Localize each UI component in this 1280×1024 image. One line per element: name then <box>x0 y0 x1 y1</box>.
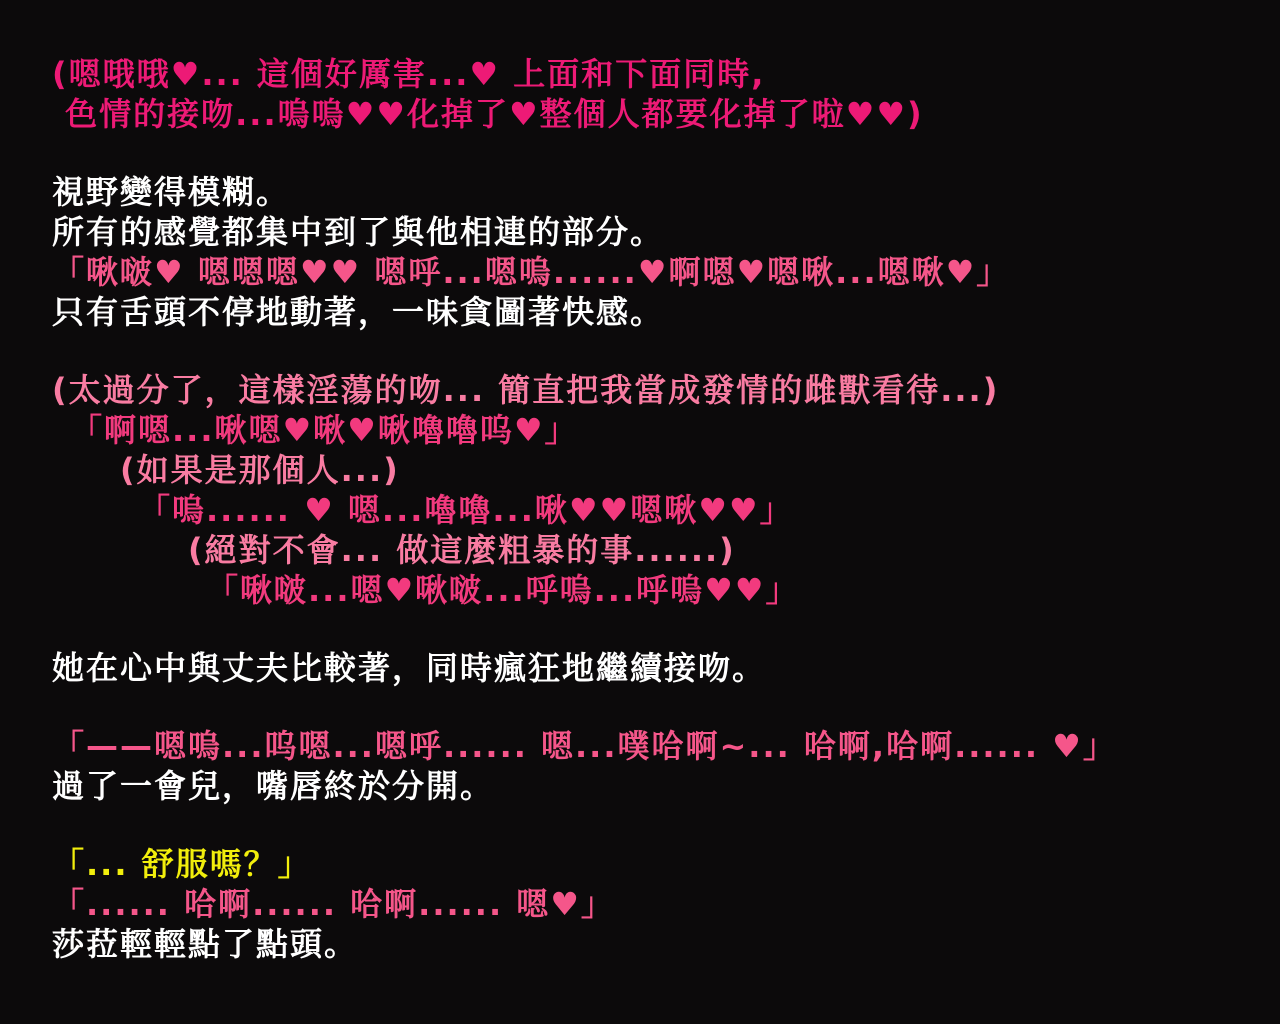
text-line: 「啾啵...嗯♥啾啵...呼嗚...呼嗚♥♥」 <box>52 571 800 609</box>
text-line: 只有舌頭不停地動著，一味貪圖著快感。 <box>52 293 665 331</box>
text-line: (如果是那個人...) <box>52 451 400 489</box>
text-line: (嗯哦哦♥... 這個好厲害...♥ 上面和下面同時, <box>52 55 766 93</box>
paragraph-dialogue-exchange <box>52 844 1260 964</box>
paragraph-thought-staircase <box>52 370 1260 610</box>
text-line: 過了一會兒，嘴唇終於分開。 <box>52 767 495 805</box>
text-line: 「啊嗯...啾嗯♥啾♥啾嚕嚕呜♥」 <box>52 411 579 449</box>
text-line: 色情的接吻...嗚嗚♥♥化掉了♥整個人都要化掉了啦♥♥) <box>52 95 924 133</box>
text-line: 視野變得模糊。 <box>52 173 291 211</box>
text-line: 「... 舒服嗎？」 <box>52 845 312 883</box>
paragraph-narration-comparison <box>52 648 1260 688</box>
paragraph-narration-kiss <box>52 172 1260 332</box>
text-line: 她在心中與丈夫比較著，同時瘋狂地繼續接吻。 <box>52 649 767 687</box>
text-line: 所有的感覺都集中到了與他相連的部分。 <box>52 213 665 251</box>
paragraph-inner-monologue-opening <box>52 54 1260 134</box>
text-line: 「嗚...... ♥ 嗯...嚕嚕...啾♥♥嗯啾♥♥」 <box>52 491 794 529</box>
text-line: 「啾啵♥ 嗯嗯嗯♥♥ 嗯呼...嗯嗚......♥啊嗯♥嗯啾...嗯啾♥」 <box>52 253 1011 291</box>
text-line: 莎菈輕輕點了點頭。 <box>52 925 359 963</box>
text-line: 「——嗯嗚...呜嗯...嗯呼...... 嗯...噗哈啊~... 哈啊,哈啊...... ♥」 <box>52 727 1117 765</box>
text-line: (太過分了，這樣淫蕩的吻... 簡直把我當成發情的雌獸看待...) <box>52 371 1000 409</box>
text-line: 「...... 哈啊...... 哈啊...... 嗯♥」 <box>52 885 615 923</box>
paragraph-kiss-release <box>52 726 1260 806</box>
text-line: (絕對不會... 做這麼粗暴的事......) <box>52 531 736 569</box>
